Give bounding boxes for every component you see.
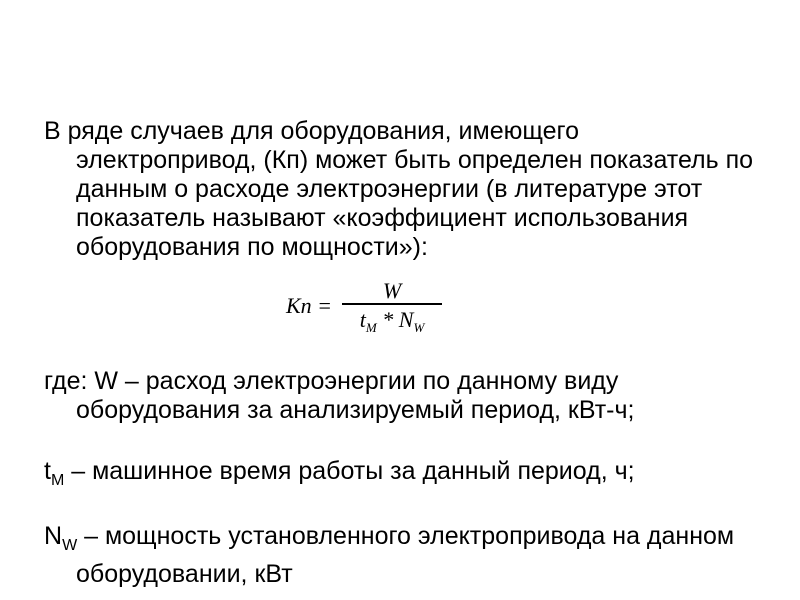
definition-w: где: W – расход электроэнергии по данному виду оборудования за анализируемый период, кВт-ч; [44,367,635,424]
tm-symbol-sub: M [50,472,65,489]
formula-numerator: W [382,278,402,304]
formula [286,276,442,336]
formula-lhs: Kn = [286,293,333,318]
tm-symbol: t [44,457,51,485]
formula-fraction [342,279,442,333]
den-t-sub: M [365,319,377,335]
den-t: t [359,306,366,332]
den-n-sub: W [413,319,425,335]
intro-paragraph: В ряде случаев для оборудования, имеющего электропривод, (Кп) может быть определен показатель по данным о расходе электроэнергии (в литературе этот показатель называют «коэффициент использования оборудования по мощности»): [44,117,754,261]
definition-nw [44,522,756,589]
tm-text: – машинное время работы за данный период, ч; [64,457,635,485]
nw-symbol-sub: W [62,537,78,554]
formula-denominator [354,305,431,333]
den-op: * N [376,306,414,332]
nw-text: – мощность установленного электропривода на данном оборудовании, кВт [76,522,735,588]
definition-tm [44,457,756,495]
nw-symbol: N [44,522,63,550]
